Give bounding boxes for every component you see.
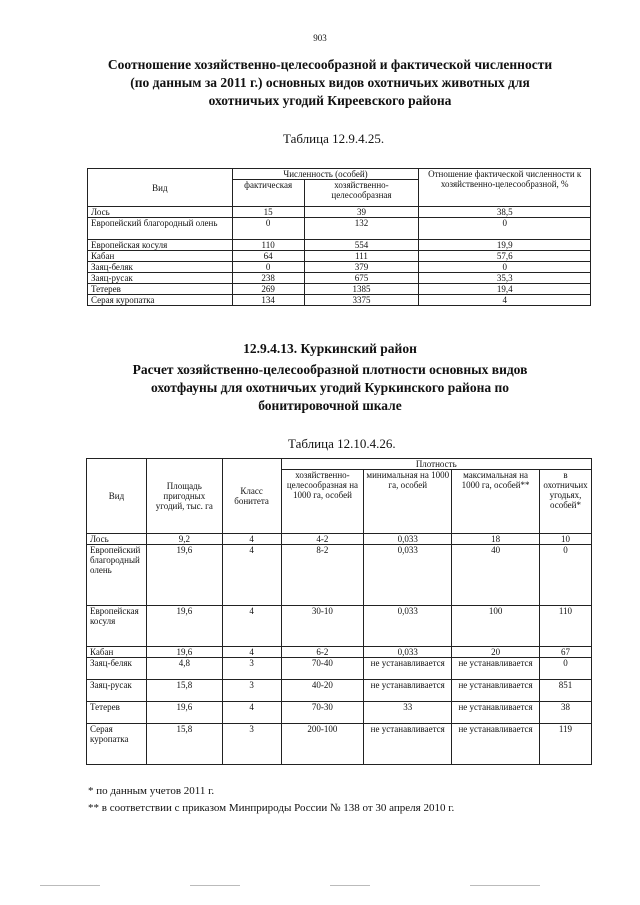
cell-vid: Заяц-русак xyxy=(88,273,233,284)
table-row xyxy=(87,606,592,647)
cell-hoz: 30-10 xyxy=(281,606,364,647)
cell-otnoshenie: 57,6 xyxy=(419,251,591,262)
cell-vsego: 0 xyxy=(539,658,591,680)
header-klass: Класс бонитета xyxy=(222,459,281,534)
cell-vsego: 0 xyxy=(539,545,591,606)
cell-min: 33 xyxy=(364,702,452,724)
cell-ploshad: 19,6 xyxy=(146,606,222,647)
header-chislennost: Численность (особей) xyxy=(232,169,419,180)
title-line: бонитировочной шкале xyxy=(258,398,402,413)
table-row xyxy=(88,218,591,240)
cell-max: не устанавливается xyxy=(452,702,540,724)
cell-min: 0,033 xyxy=(364,545,452,606)
cell-max: не устанавливается xyxy=(452,680,540,702)
header-hoz: хозяйственно-целесообразная на 1000 га, особей xyxy=(281,470,364,534)
cell-hoz: 8-2 xyxy=(281,545,364,606)
header-min: минимальная на 1000 га, особей xyxy=(364,470,452,534)
cell-vid: Кабан xyxy=(88,251,233,262)
table-row xyxy=(87,534,592,545)
cell-vsego: 110 xyxy=(539,606,591,647)
cell-min: не устанавливается xyxy=(364,680,452,702)
table-row xyxy=(87,647,592,658)
table-row xyxy=(87,545,592,606)
cell-hoz: 3375 xyxy=(304,295,419,306)
cell-hoz: 379 xyxy=(304,262,419,273)
cell-fakt: 269 xyxy=(232,284,304,295)
cell-fakt: 64 xyxy=(232,251,304,262)
cell-klass: 4 xyxy=(222,647,281,658)
cell-otnoshenie: 4 xyxy=(419,295,591,306)
cell-otnoshenie: 0 xyxy=(419,262,591,273)
table-row xyxy=(87,680,592,702)
table-row xyxy=(88,207,591,218)
header-otnoshenie: Отношение фактической численности к хозяйственно-целесообразной, % xyxy=(419,169,591,207)
cell-otnoshenie: 19,4 xyxy=(419,284,591,295)
cell-klass: 4 xyxy=(222,534,281,545)
cell-klass: 4 xyxy=(222,702,281,724)
cell-vsego: 851 xyxy=(539,680,591,702)
section-heading: 12.9.4.13. Куркинский район xyxy=(243,341,417,356)
footnote: * по данным учетов 2011 г. xyxy=(88,785,215,797)
cell-ploshad: 15,8 xyxy=(146,724,222,765)
table-row xyxy=(88,251,591,262)
cell-hoz: 1385 xyxy=(304,284,419,295)
cell-ploshad: 19,6 xyxy=(146,702,222,724)
header-vsego: в охотничьих угодьях, особей* xyxy=(539,470,591,534)
cell-otnoshenie: 38,5 xyxy=(419,207,591,218)
cell-hoz: 200-100 xyxy=(281,724,364,765)
cell-ploshad: 15,8 xyxy=(146,680,222,702)
cell-min: 0,033 xyxy=(364,647,452,658)
cell-min: 0,033 xyxy=(364,534,452,545)
cell-vsego: 10 xyxy=(539,534,591,545)
cell-vsego: 67 xyxy=(539,647,591,658)
cell-vid: Заяц-беляк xyxy=(88,262,233,273)
table-row xyxy=(87,724,592,765)
cell-fakt: 110 xyxy=(232,240,304,251)
cell-fakt: 134 xyxy=(232,295,304,306)
cell-ploshad: 19,6 xyxy=(146,647,222,658)
cell-max: 18 xyxy=(452,534,540,545)
cell-fakt: 238 xyxy=(232,273,304,284)
cell-vid: Тетерев xyxy=(87,702,147,724)
cell-max: 40 xyxy=(452,545,540,606)
cell-otnoshenie: 19,9 xyxy=(419,240,591,251)
cell-vsego: 119 xyxy=(539,724,591,765)
cell-vid: Тетерев xyxy=(88,284,233,295)
title-line: охотничьих угодий Киреевского района xyxy=(208,93,452,108)
cell-hoz: 39 xyxy=(304,207,419,218)
cell-otnoshenie: 0 xyxy=(419,218,591,240)
table2-caption: Таблица 12.10.4.26. xyxy=(288,436,396,451)
cell-max: 100 xyxy=(452,606,540,647)
cell-hoz: 675 xyxy=(304,273,419,284)
table-row xyxy=(88,273,591,284)
table-header-row xyxy=(87,459,592,470)
cell-hoz: 554 xyxy=(304,240,419,251)
scan-edge-line xyxy=(0,885,640,888)
cell-klass: 3 xyxy=(222,680,281,702)
page-number: 903 xyxy=(313,33,327,43)
header-fakt: фактическая xyxy=(232,180,304,207)
table1-caption: Таблица 12.9.4.25. xyxy=(283,131,385,146)
cell-ploshad: 9,2 xyxy=(146,534,222,545)
table-row xyxy=(88,295,591,306)
cell-hoz: 6-2 xyxy=(281,647,364,658)
table-kireevsky-ratio xyxy=(87,168,591,306)
table-row xyxy=(88,240,591,251)
cell-hoz: 132 xyxy=(304,218,419,240)
cell-vid: Европейская косуля xyxy=(87,606,147,647)
document-title-1 xyxy=(70,56,590,110)
header-vid: Вид xyxy=(88,169,233,207)
cell-max: не устанавливается xyxy=(452,658,540,680)
title-line: Расчет хозяйственно-целесообразной плотности основных видов xyxy=(132,362,528,377)
header-max: максимальная на 1000 га, особей** xyxy=(452,470,540,534)
cell-hoz: 111 xyxy=(304,251,419,262)
cell-min: не устанавливается xyxy=(364,724,452,765)
cell-hoz: 70-40 xyxy=(281,658,364,680)
header-vid: Вид xyxy=(87,459,147,534)
cell-klass: 3 xyxy=(222,658,281,680)
cell-fakt: 15 xyxy=(232,207,304,218)
cell-vid: Заяц-беляк xyxy=(87,658,147,680)
cell-vid: Лось xyxy=(87,534,147,545)
table-row xyxy=(87,658,592,680)
cell-otnoshenie: 35,3 xyxy=(419,273,591,284)
cell-min: не устанавливается xyxy=(364,658,452,680)
cell-fakt: 0 xyxy=(232,262,304,273)
cell-ploshad: 4,8 xyxy=(146,658,222,680)
title-line: Соотношение хозяйственно-целесообразной и фактической численности xyxy=(107,57,553,72)
header-plotnost: Плотность xyxy=(281,459,591,470)
table-row xyxy=(87,702,592,724)
cell-ploshad: 19,6 xyxy=(146,545,222,606)
cell-fakt: 0 xyxy=(232,218,304,240)
table-row xyxy=(88,262,591,273)
cell-vid: Европейский благородный олень xyxy=(88,218,233,240)
cell-vid: Лось xyxy=(88,207,233,218)
header-ploshad: Площадь пригодных угодий, тыс. га xyxy=(146,459,222,534)
header-hoz: хозяйственно-целесообразная xyxy=(304,180,419,207)
title-line: охотфауны для охотничьих угодий Куркинского района по xyxy=(150,380,510,395)
footnote: ** в соответствии с приказом Минприроды России № 138 от 30 апреля 2010 г. xyxy=(88,802,455,814)
cell-min: 0,033 xyxy=(364,606,452,647)
title-line: (по данным за 2011 г.) основных видов охотничьих животных для xyxy=(130,75,530,90)
cell-klass: 3 xyxy=(222,724,281,765)
cell-klass: 4 xyxy=(222,545,281,606)
cell-klass: 4 xyxy=(222,606,281,647)
cell-hoz: 40-20 xyxy=(281,680,364,702)
cell-vsego: 38 xyxy=(539,702,591,724)
table-row xyxy=(88,284,591,295)
cell-vid: Кабан xyxy=(87,647,147,658)
cell-vid: Европейская косуля xyxy=(88,240,233,251)
document-title-2 xyxy=(70,361,590,415)
cell-hoz: 70-30 xyxy=(281,702,364,724)
table-kurkinsky-density xyxy=(86,458,592,765)
table-header-row xyxy=(88,169,591,180)
cell-max: не устанавливается xyxy=(452,724,540,765)
cell-vid: Серая куропатка xyxy=(87,724,147,765)
cell-vid: Заяц-русак xyxy=(87,680,147,702)
cell-vid: Европейский благородный олень xyxy=(87,545,147,606)
cell-hoz: 4-2 xyxy=(281,534,364,545)
cell-max: 20 xyxy=(452,647,540,658)
cell-vid: Серая куропатка xyxy=(88,295,233,306)
